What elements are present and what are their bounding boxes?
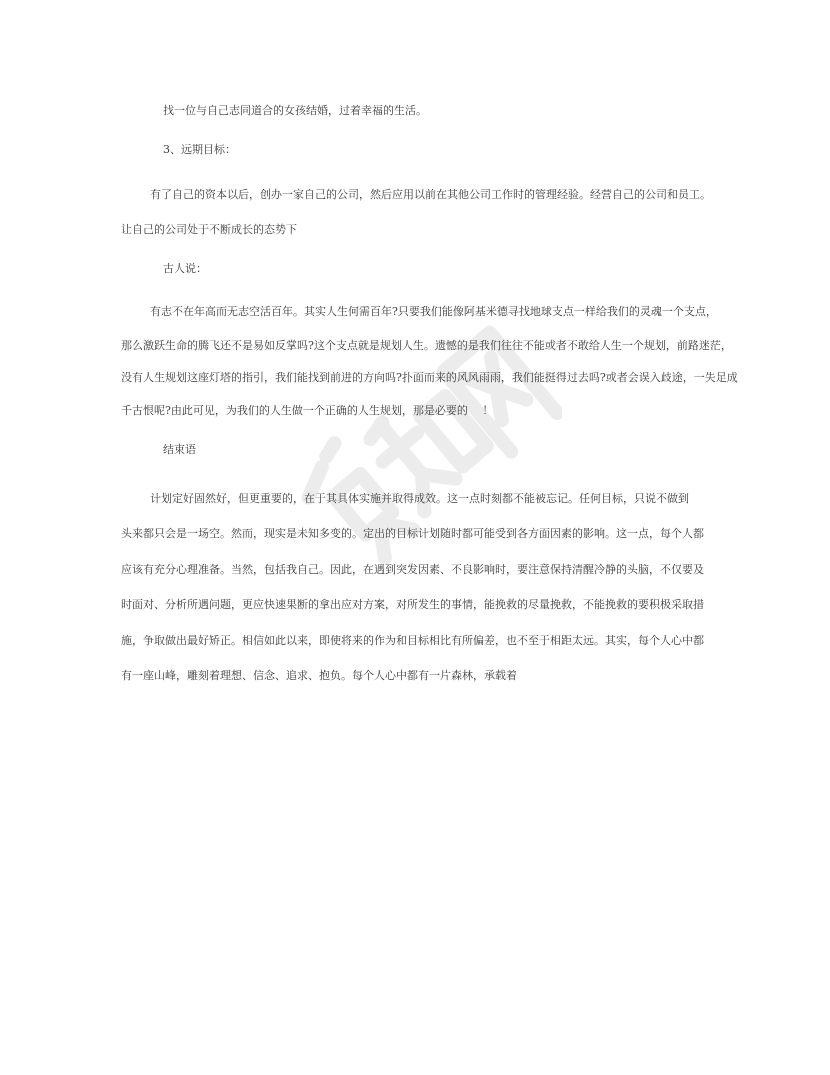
- paragraph-line: 计划定好固然好，但更重要的，在于其具体实施并取得成效。这一点时刻都不能被忘记。任何目标，只说不做到: [150, 492, 689, 505]
- paragraph-line: 头来都只会是一场空。然而，现实是未知多变的。定出的目标计划随时都可能受到各方面因素的影响。这一点，每个人都: [121, 527, 704, 540]
- paragraph-line: 没有人生规划这座灯塔的指引，我们能找到前进的方向吗?扑面而来的风风雨雨，我们能挺得过去吗?或者会误入歧途，一失足成: [121, 371, 738, 384]
- paragraph-line: 有了自己的资本以后，创办一家自己的公司，然后应用以前在其他公司工作时的管理经验。经营自己的公司和员工。: [150, 188, 711, 201]
- section-heading: 结束语: [163, 443, 196, 456]
- paragraph-line: 那么激跃生命的腾飞还不是易如反掌吗?这个支点就是规划人生。遗憾的是我们往往不能或者不敢给人生一个规划，前路迷茫，: [121, 339, 732, 352]
- paragraph-line: 让自己的公司处于不断成长的态势下: [121, 223, 297, 236]
- paragraph-line: 有一座山峰，雕刻着理想、信念、追求、抱负。每个人心中都有一片森林，承载着: [121, 669, 517, 682]
- paragraph-line: 千古恨呢?由此可见，为我们的人生做一个正确的人生规划，那是必要的 ！: [121, 404, 494, 417]
- paragraph-line: 有志不在年高而无志空活百年。其实人生何需百年?只要我们能像阿基米德寻找地球支点一样给我们的灵魂一个支点，: [150, 305, 717, 318]
- paragraph-line: 应该有充分心理准备。当然，包括我自己。因此，在遇到突发因素、不良影响时，要注意保持清醒冷静的头脑，不仅要及: [121, 563, 704, 576]
- paragraph-line: 施，争取做出最好矫正。相信如此以来，即使将来的作为和目标相比有所偏差，也不至于相距太远。其实，每个人心中都: [121, 634, 704, 647]
- section-heading: 古人说：: [163, 262, 207, 275]
- section-heading: 3、远期目标：: [163, 143, 236, 156]
- paragraph-line: 时面对、分析所遇问题，更应快速果断的拿出应对方案，对所发生的事情，能挽救的尽量挽救，不能挽救的要积极采取措: [121, 598, 704, 611]
- paragraph-line: 找一位与自己志同道合的女孩结婚，过着幸福的生活。: [163, 104, 427, 117]
